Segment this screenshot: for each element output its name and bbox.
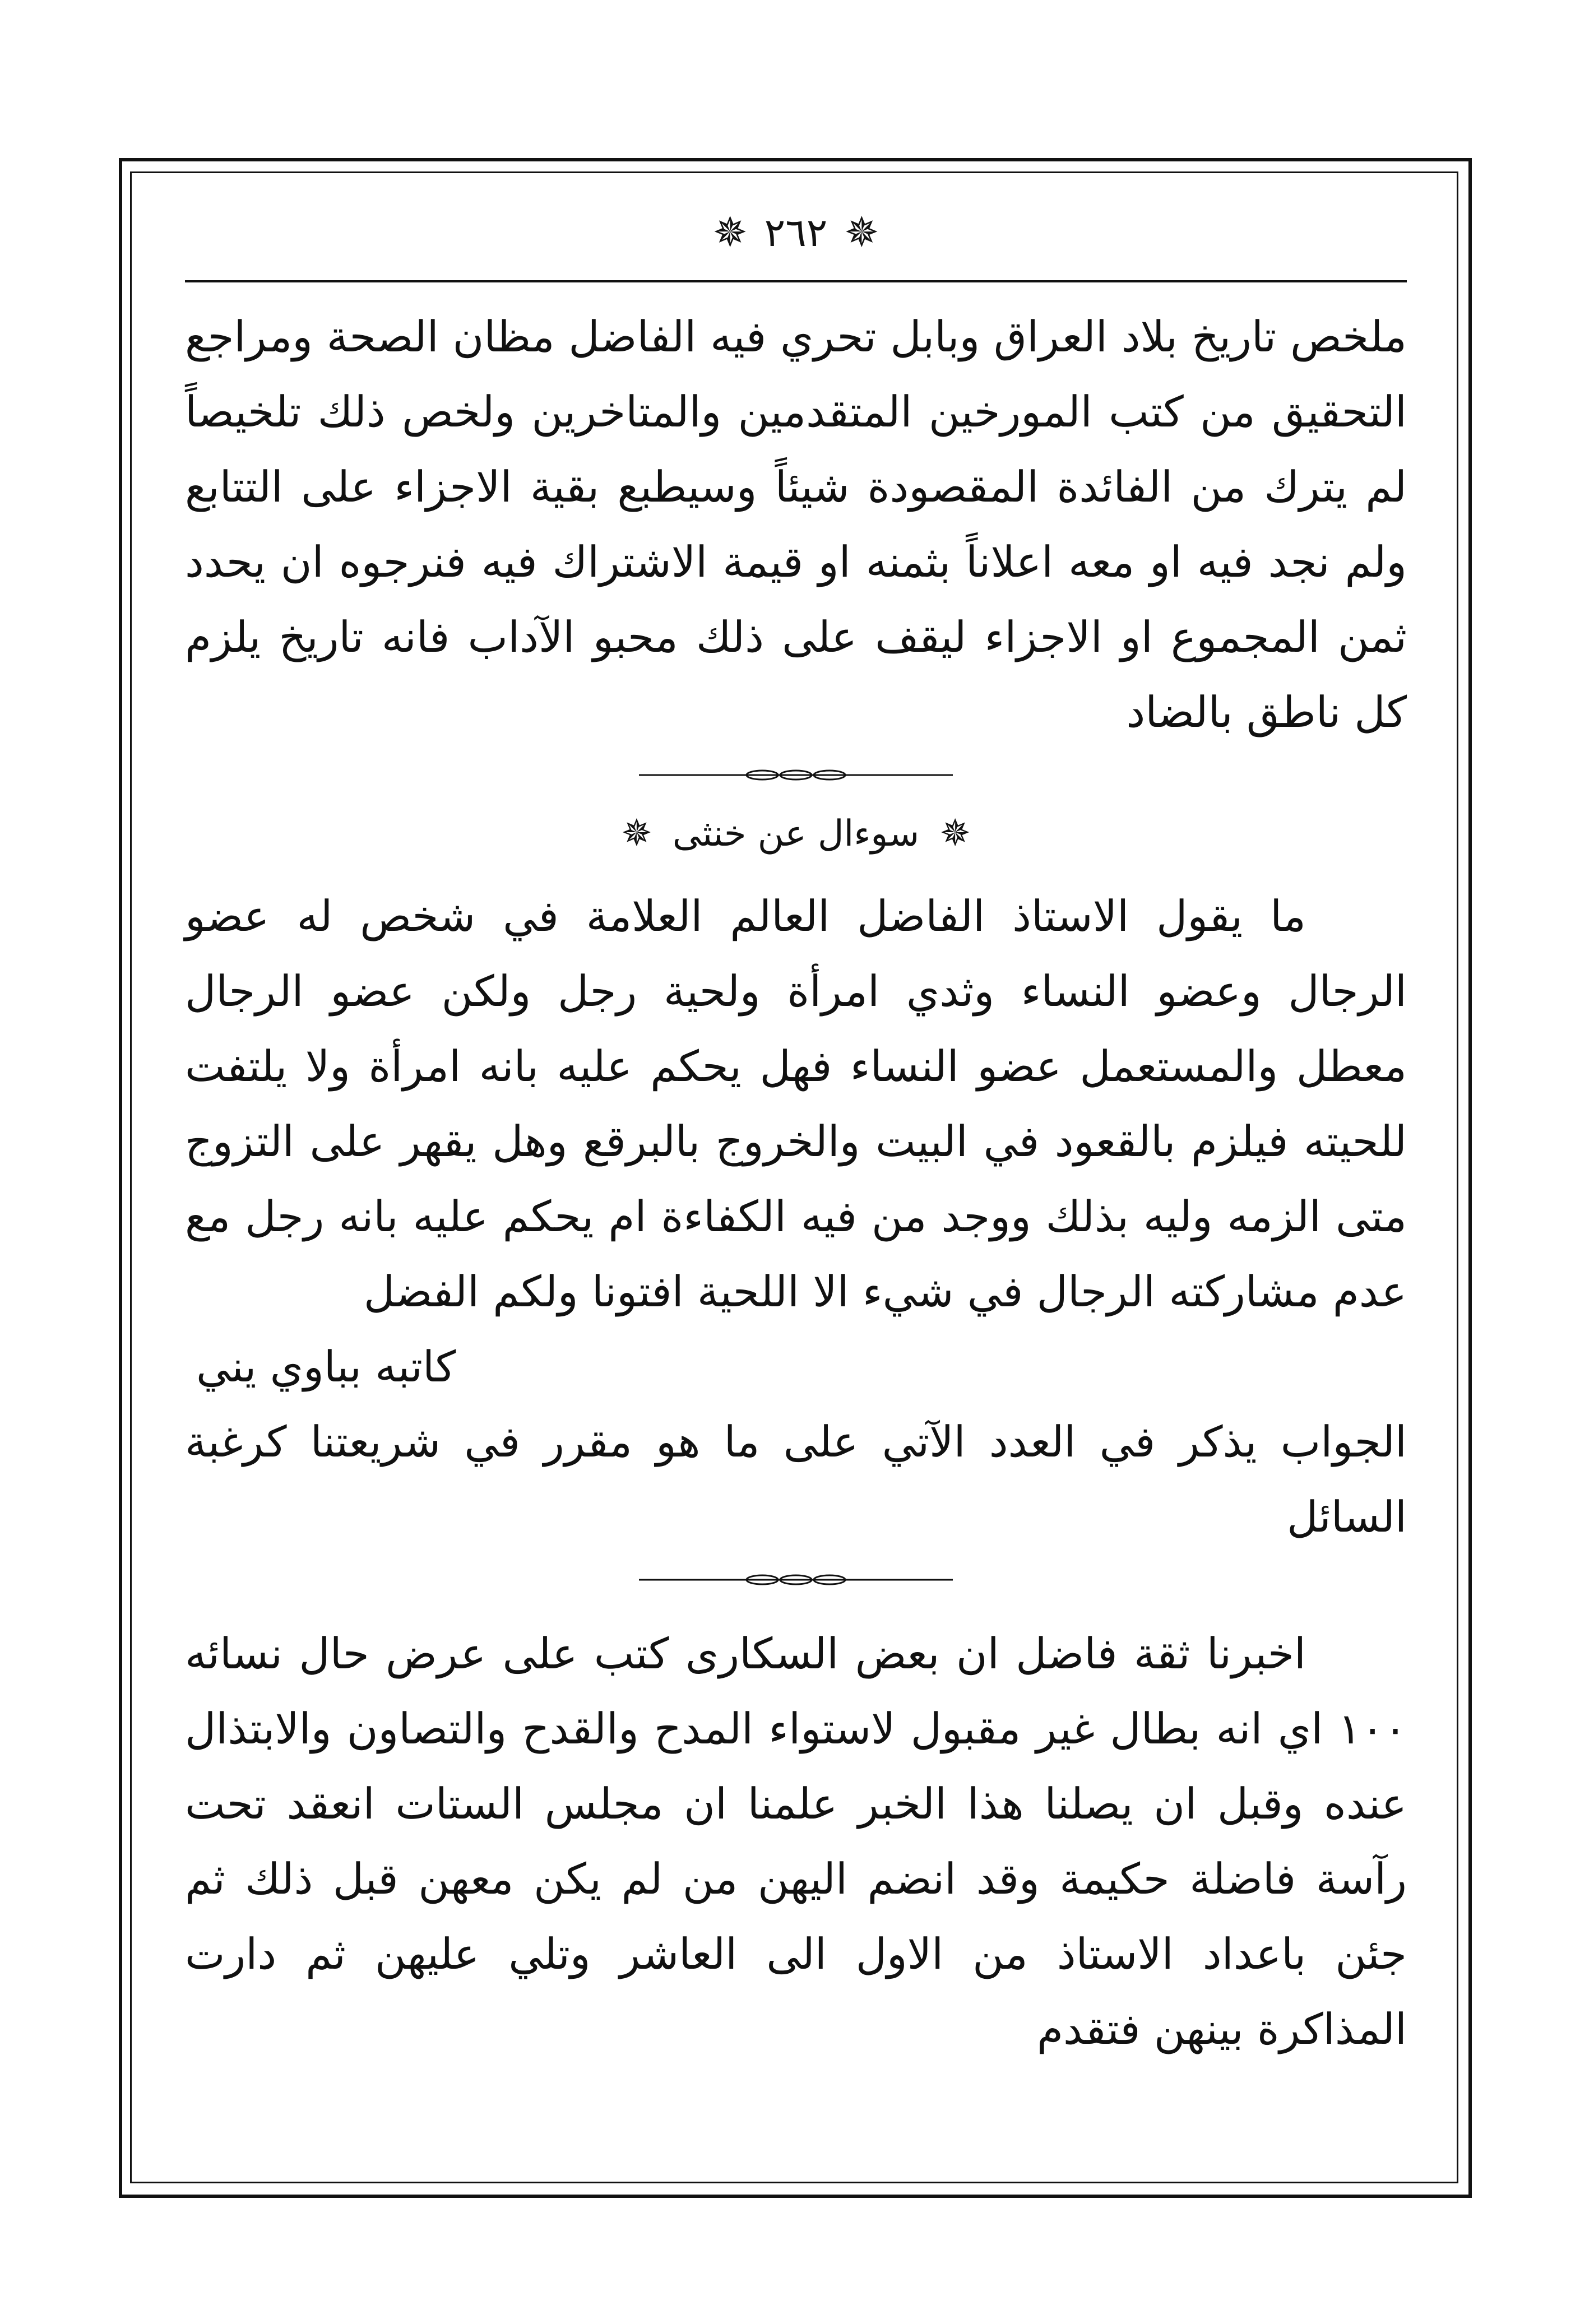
ornament-star-icon: ✵ (621, 811, 652, 855)
news-paragraph: اخبرنا ثقة فاضل ان بعض السكارى كتب على عرض حال نسائه ١٠٠ اي انه بطال غير مقبول لاستواء المدح والقدح والتصاون والابتذال عنده وقبل ان يصلنا هذا الخبر علمنا ان مجلس الستات انعقد تحت رآسة فاضلة حكيمة وقد انضم اليهن من لم يكن معهن قبل ذلك ثم جئن باعداد الاستاذ من الاول الى العاشر وتلي عليهن ثم دارت المذاكرة بينهن فتقدم (185, 1629, 1407, 2054)
section-heading-text: سوءال عن خنثى (672, 813, 920, 855)
section-divider (185, 1560, 1407, 1599)
ornament-star-icon: ✵ (844, 208, 879, 257)
intro-paragraph: ملخص تاريخ بلاد العراق وبابل تحري فيه الفاضل مظان الصحة ومراجع التحقيق من كتب المورخين المتقدمين والمتاخرين ولخص ذلك تلخيصاً لم يترك من الفائدة المقصودة شيئاً وسيطبع بقية الاجزاء على التتابع ولم نجد فيه او معه اعلاناً بثمنه او قيمة الاشتراك فيه فنرجوه ان يحدد ثمن المجموع او الاجزاء ليقف على ذلك محبو الآداب فانه تاريخ يلزم كل ناطق بالضاد (185, 312, 1407, 737)
header-rule (185, 280, 1407, 282)
question-paragraph: ما يقول الاستاذ الفاضل العالم العلامة في شخص له عضو الرجال وعضو النساء وثدي امرأة ولحية رجل ولكن عضو الرجال معطل والمستعمل عضو النساء فهل يحكم عليه بانه امرأة ولا يلتفت للحيته فيلزم بالقعود في البيت والخروج بالبرقع وهل يقهر على التزوج متى الزمه وليه بذلك ووجد من فيه الكفاءة ام يحكم عليه بانه رجل مع عدم مشاركته الرجال في شيء الا اللحية افتونا ولكم الفضل (185, 891, 1407, 1316)
divider-ornament-icon (639, 1571, 953, 1588)
section-heading (185, 800, 1407, 868)
signature: كاتبه بباوي يني (196, 1342, 456, 1391)
signature-line (185, 1329, 1407, 1404)
answer-paragraph: الجواب يذكر في العدد الآتي على ما هو مقرر في شريعتنا كرغبة السائل (185, 1417, 1407, 1542)
page-number: ٢٦٢ (764, 210, 828, 256)
ornament-star-icon: ✵ (712, 208, 748, 257)
ornament-star-icon: ✵ (939, 811, 971, 855)
divider-ornament-icon (639, 767, 953, 783)
page-header (185, 191, 1407, 275)
section-divider (185, 755, 1407, 795)
page-content (185, 191, 1407, 2163)
